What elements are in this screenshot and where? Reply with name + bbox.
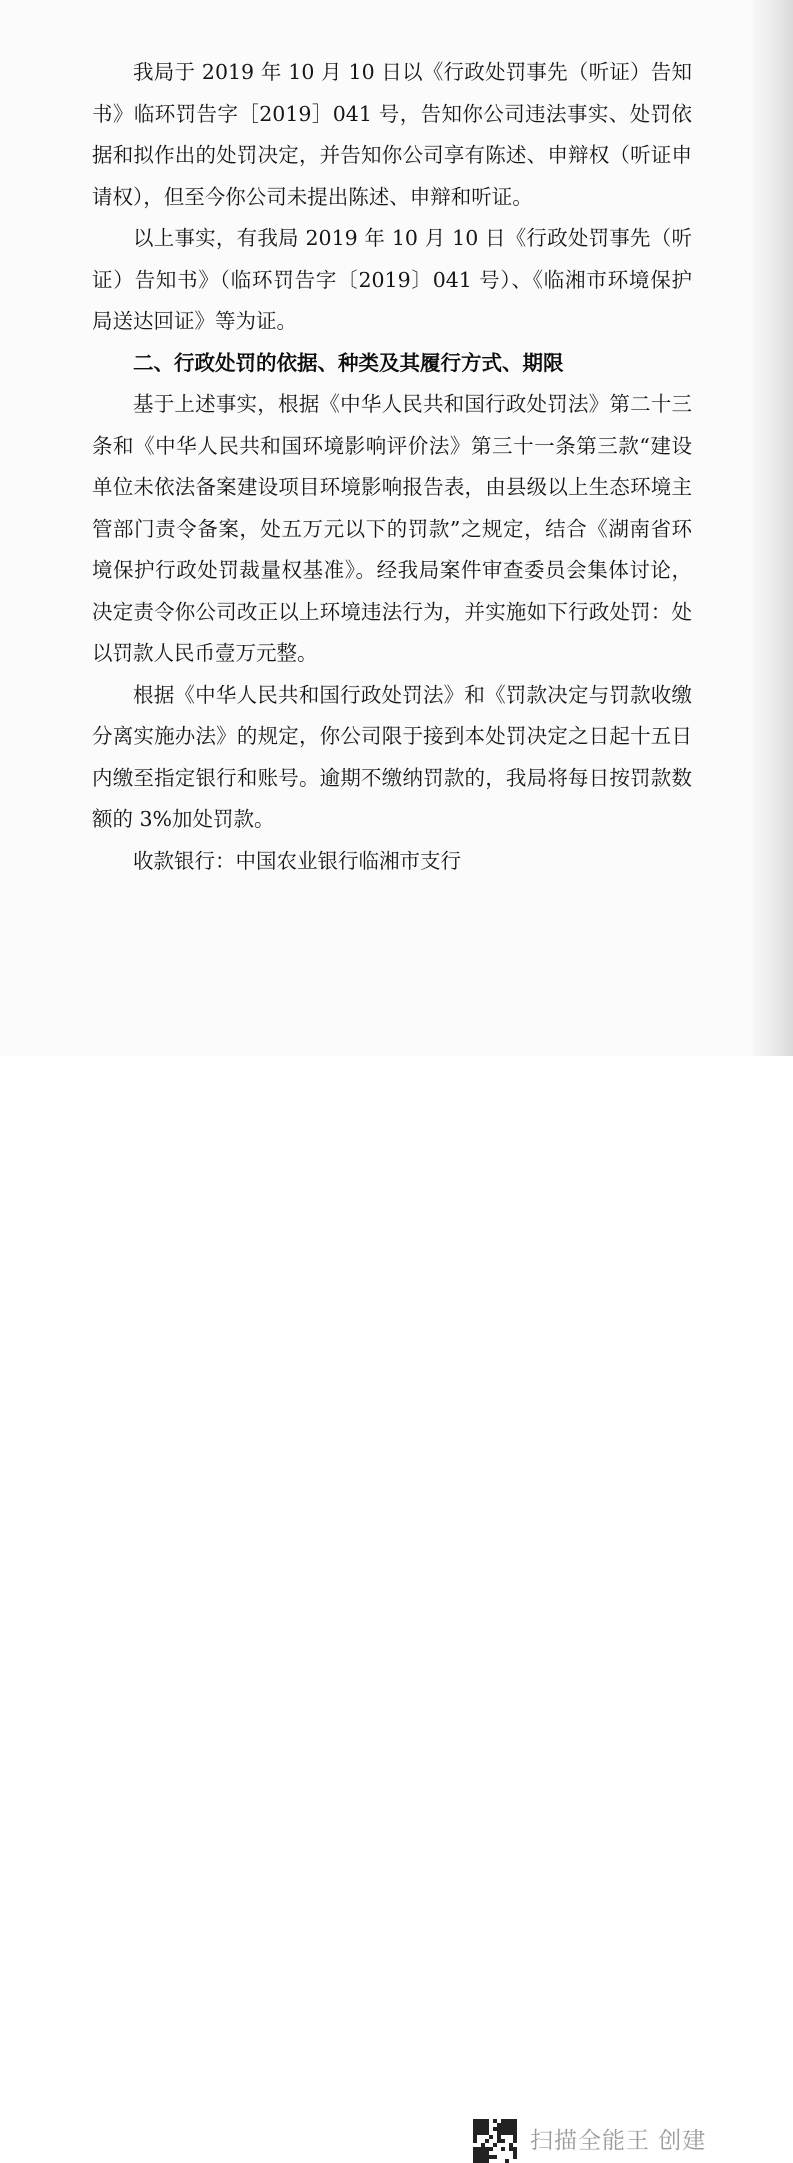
paragraph-basis: 基于上述事实，根据《中华人民共和国行政处罚法》第二十三条和《中华人民共和国环境影响评价法》第三十一条第三款“建设单位未依法备案建设项目环境影响报告表，由县级以上生态环境主管部门责令备案，处五万元以下的罚款”之规定，结合《湖南省环境保护行政处罚裁量权基准》。经我局案件审查委员会集体讨论，决定责令你公司改正以上环境违法行为，并实施如下行政处罚：处以罚款人民币壹万元整。 (92, 392, 692, 665)
watermark-brand: 扫描全能王 创建 (530, 2128, 707, 2154)
qr-code-icon (473, 2119, 517, 2163)
scanned-page (0, 0, 793, 1056)
page-edge-shadow (753, 0, 793, 1056)
document-body (92, 52, 692, 882)
paragraph-bank: 收款银行：中国农业银行临湘市支行 (133, 848, 461, 873)
paragraph-payment: 根据《中华人民共和国行政处罚法》和《罚款决定与罚款收缴分离实施办法》的规定，你公司限于接到本处罚决定之日起十五日内缴至指定银行和账号。逾期不缴纳罚款的，我局将每日按罚款数额的 3%加处罚款。 (92, 682, 692, 831)
paragraph-notice: 我局于 2019 年 10 月 10 日以《行政处罚事先（听证）告知书》临环罚告字［2019］041 号，告知你公司违法事实、处罚依据和拟作出的处罚决定，并告知你公司享有陈述、申辩权（听证申请权），但至今你公司未提出陈述、申辩和听证。 (92, 60, 692, 209)
paragraph-evidence: 以上事实，有我局 2019 年 10 月 10 日《行政处罚事先（听证）告知书》（临环罚告字〔2019〕041 号）、《临湘市环境保护局送达回证》等为证。 (92, 226, 692, 333)
footer (0, 1056, 793, 2154)
section-heading: 二、行政处罚的依据、种类及其履行方式、期限 (133, 350, 564, 375)
